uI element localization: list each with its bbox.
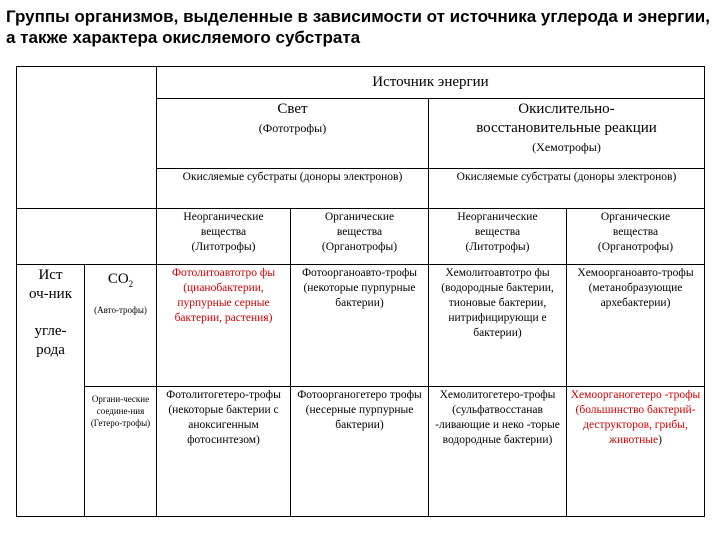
- phototrophs-label: (Фототрофы): [258, 121, 327, 135]
- group-cell: Хемолитоавтотро фы (водородные бактерии, тионовые бактерии, нитрифицирующи е бактерии): [429, 265, 567, 387]
- substrate-type: Неорганические вещества (Литотрофы): [429, 209, 567, 265]
- redox-label-line2: восстановительные реакции: [476, 120, 657, 136]
- substrates-redox: Окисляемые субстраты (доноры электронов): [429, 169, 705, 209]
- empty-corner: [17, 67, 157, 209]
- redox-label-line1: Окислительно-: [518, 101, 615, 117]
- substrate-type: Органические вещества (Органотрофы): [567, 209, 705, 265]
- substrate-type: Органические вещества (Органотрофы): [291, 209, 429, 265]
- group-cell: Фотоорганогетеро трофы (несерные пурпурные бактерии): [291, 387, 429, 517]
- closing-paren: ): [658, 434, 662, 446]
- group-cell: Хемоорганоавто-трофы (метанобразующие архебактерии): [567, 265, 705, 387]
- chemotrophs-label: (Хемотрофы): [532, 140, 601, 154]
- autotrophs-label: (Авто-трофы): [94, 305, 147, 315]
- substrates-light: Окисляемые субстраты (доноры электронов): [157, 169, 429, 209]
- group-cell: Фотолитогетеро-трофы (некоторые бактерии с аноксигенным фотосинтезом): [157, 387, 291, 517]
- light-header: [157, 99, 429, 169]
- substrate-type: Неорганические вещества (Литотрофы): [157, 209, 291, 265]
- light-label: Свет: [277, 101, 308, 117]
- co2-label: CO: [107, 271, 129, 287]
- carbon-source-label: Ист оч-ник угле- рода: [17, 265, 85, 517]
- co2-subscript: 2: [128, 279, 134, 289]
- group-cell: Фотолитоавтотро фы (цианобактерии, пурпурные серные бактерии, растения): [157, 265, 291, 387]
- organic-compounds-cell: Органи-ческие соедине-ния (Гетеро-трофы): [85, 387, 157, 517]
- page-title: Группы организмов, выделенные в зависимости от источника углерода и энергии, а также характера окисляемого субстрата: [6, 7, 710, 47]
- group-cell: Хемолитогетеро-трофы (сульфатвосстанав -ливающие и неко -торые водородные бактерии): [429, 387, 567, 517]
- group-cell: Фотоорганоавто-трофы (некоторые пурпурные бактерии): [291, 265, 429, 387]
- classification-table: [16, 66, 705, 517]
- empty-left: [17, 209, 157, 265]
- energy-source-header: Источник энергии: [157, 67, 705, 99]
- redox-header: [429, 99, 705, 169]
- group-cell: Хемоорганогетеро -трофы (большинство бактерий-деструкторов, грибы, животные): [567, 387, 705, 517]
- co2-cell: [85, 265, 157, 387]
